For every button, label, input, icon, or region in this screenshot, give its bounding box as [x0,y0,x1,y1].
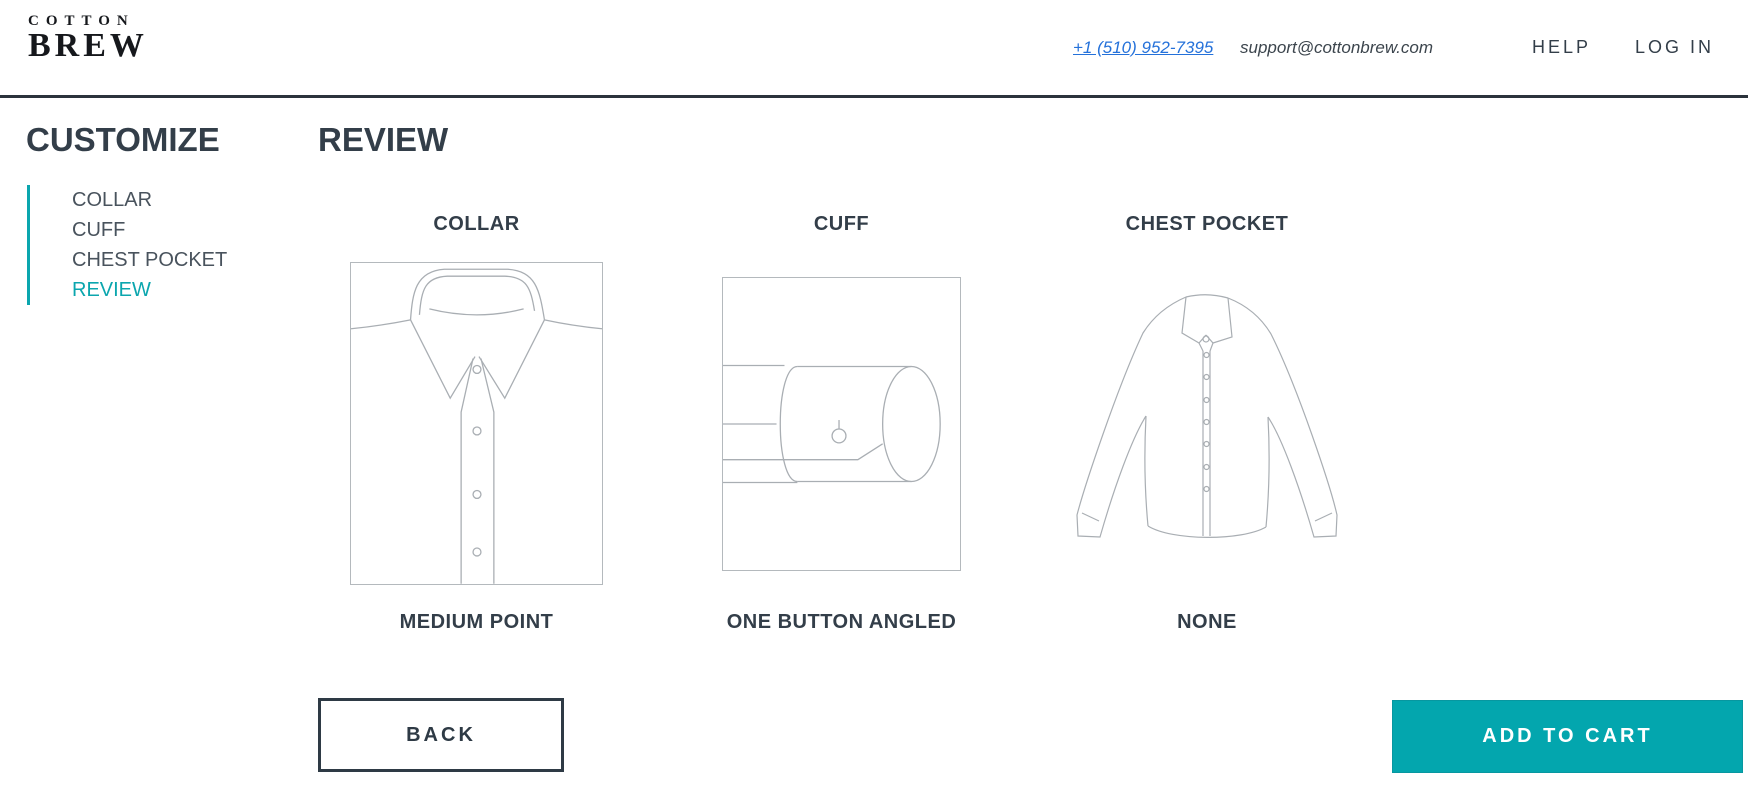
login-link[interactable]: LOG IN [1635,37,1715,57]
add-to-cart-button[interactable]: ADD TO CART [1392,700,1743,773]
nav-item-collar[interactable]: COLLAR [72,189,153,211]
page-title: REVIEW [318,121,449,158]
customize-heading: CUSTOMIZE [26,121,220,158]
section-label-collar: COLLAR [433,213,520,235]
header [0,0,1748,98]
customize-step-nav [27,185,227,305]
cuff-selected-value: ONE BUTTON ANGLED [726,611,957,633]
brand-logo[interactable] [28,13,148,62]
brand-logo-line2: BREW [28,27,148,64]
nav-item-cuff[interactable]: CUFF [72,219,126,241]
support-phone-link[interactable]: +1 (510) 952-7395 [1073,37,1214,57]
help-link[interactable]: HELP [1532,37,1592,57]
collar-illustration [350,262,603,585]
back-button[interactable]: BACK [318,698,564,772]
chest-pocket-selected-value: NONE [1177,611,1237,633]
support-email-link[interactable]: support@cottonbrew.com [1240,37,1434,57]
chest-pocket-illustration [1072,293,1342,545]
nav-item-review[interactable]: REVIEW [72,279,151,301]
section-label-chest-pocket: CHEST POCKET [1125,213,1289,235]
brand-logo-line1: COTTON [28,13,135,29]
cuff-illustration [722,277,961,571]
nav-item-chest-pocket[interactable]: CHEST POCKET [72,249,228,271]
section-label-cuff: CUFF [813,213,870,235]
collar-selected-value: MEDIUM POINT [399,611,554,633]
